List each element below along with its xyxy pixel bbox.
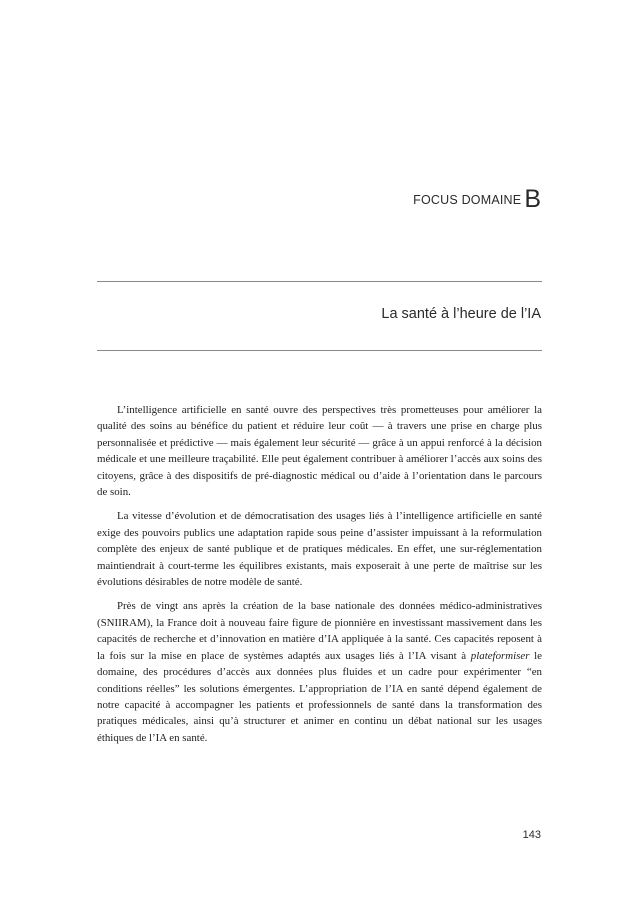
focus-domain-label: FOCUS DOMAINE (413, 193, 522, 207)
focus-domain-letter: B (524, 185, 541, 213)
paragraph-2: La vitesse d’évolution et de démocratisation des usages liés à l’intelligence artificielle en santé exige des pouvoirs publics une adaptation rapide sous peine d’assister impuissant à la reformulation complète des enjeux de santé publique et de pratiques médicales. En effet, une sur-réglementation maintiendrait à court-terme les équilibres existants, mais exposerait à une perte de maîtrise sur les évolutions désirables de notre modèle de santé. (97, 510, 542, 589)
paragraph-1: L’intelligence artificielle en santé ouvre des perspectives très prometteuses pour améliorer la qualité des soins au bénéfice du patient et réduire leur coût — à travers une prise en charge plus personnalisée et prédictive — mais également leur sécurité — grâce à un appui renforcé à la décision médicale et une meilleure traçabilité. Elle peut également contribuer à améliorer l’accès aux soins des citoyens, grâce à des dispositifs de pré-diagnostic médical ou d’aide à l’orientation dans le parcours de soin. (97, 404, 542, 499)
focus-domain-header (413, 187, 541, 212)
bottom-divider (97, 350, 542, 351)
body-text (97, 402, 542, 754)
paragraph-3-part-2: le domaine, des procédures d’accès aux données plus fluides et un cadre pour expérimenter “en conditions réelles” les solutions émergentes. L’appropriation de l’IA en santé dépend également de notre capacité à accompagner les patients et professionnels de santé dans la transformation des pratiques médicales, ainsi qu’à structurer et animer en continu un débat national sur les usages éthiques de l’IA en santé. (97, 649, 542, 744)
page-number: 143 (522, 829, 541, 841)
paragraph-3 (97, 598, 542, 746)
top-divider (97, 281, 542, 282)
paragraph-3-italic-term: plateformiser (470, 649, 530, 662)
chapter-title: La santé à l’heure de l’IA (381, 306, 541, 322)
paragraph-3-part-1: Près de vingt ans après la création de la base nationale des données médico-administratives (SNIIRAM), la France doit à nouveau faire figure de pionnière en investissant massivement dans les capacités de recherche et d’innovation en matière d’IA appliquée à la santé. Ces capacités reposent à la fois sur la mise en place de systèmes adaptés aux usages liés à l’IA visant à (97, 600, 542, 662)
